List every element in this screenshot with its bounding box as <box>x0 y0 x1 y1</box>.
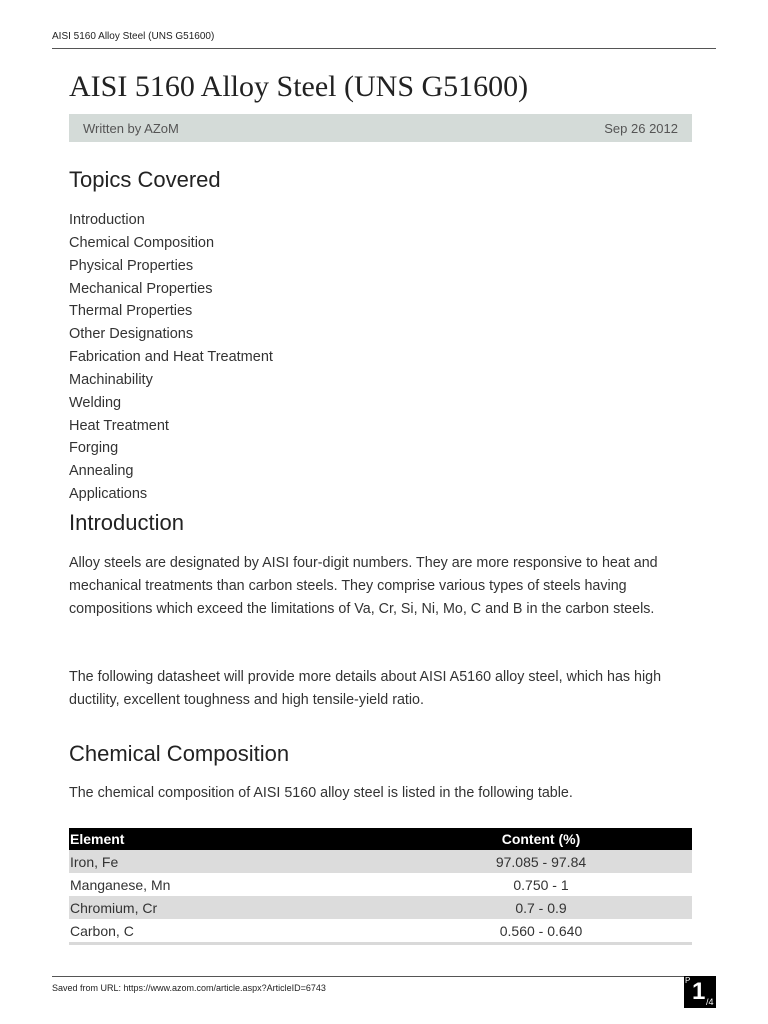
table-row <box>69 919 692 944</box>
topic-item[interactable]: Heat Treatment <box>69 417 169 434</box>
introduction-paragraph-2: The following datasheet will provide more details about AISI A5160 alloy steel, which has high ductility, excellent toughness and high tensile-yield ratio. <box>69 669 662 708</box>
element-cell: Manganese, Mn <box>70 876 171 893</box>
header-divider <box>52 48 716 49</box>
topic-item[interactable]: Physical Properties <box>69 257 194 274</box>
topic-item[interactable]: Forging <box>69 440 119 457</box>
introduction-paragraph-1: Alloy steels are designated by AISI four-digit numbers. They are more responsive to heat and mechanical treatments than carbon steels. They comprise various types of steels having compositions which exceed the limitations of Va, Cr, Si, Ni, Mo, C and B in the carbon steels. <box>69 555 658 617</box>
topic-item[interactable]: Welding <box>69 394 122 411</box>
content-cell: 0.7 - 0.9 <box>390 896 692 919</box>
element-cell: Carbon, C <box>70 922 134 939</box>
content-cell: 0.750 - 1 <box>513 876 569 893</box>
page-indicator <box>684 976 716 1008</box>
running-header: AISI 5160 Alloy Steel (UNS G51600) <box>52 31 215 42</box>
page-label: P <box>685 976 691 985</box>
saved-from-url: Saved from URL: https://www.azom.com/article.aspx?ArticleID=6743 <box>52 983 326 993</box>
page-total: /4 <box>706 997 714 1007</box>
footer-divider <box>52 976 684 977</box>
topics-list <box>69 209 273 506</box>
table-row <box>69 850 692 873</box>
topic-item[interactable]: Mechanical Properties <box>69 280 213 297</box>
composition-table <box>69 828 692 945</box>
content-cell: 97.085 - 97.84 <box>390 850 692 873</box>
content-cell: 0.560 - 0.640 <box>499 922 583 939</box>
page-number: 1 <box>692 978 706 1005</box>
table-row <box>69 873 692 896</box>
column-header-content: Content (%) <box>390 828 692 850</box>
topic-item[interactable]: Annealing <box>69 463 134 480</box>
topics-heading: Topics Covered <box>69 167 221 192</box>
page-title: AISI 5160 Alloy Steel (UNS G51600) <box>69 70 529 103</box>
topic-item[interactable]: Fabrication and Heat Treatment <box>69 349 273 366</box>
topic-item[interactable]: Chemical Composition <box>69 234 215 251</box>
element-cell: Iron, Fe <box>69 850 390 873</box>
table-header-row <box>69 828 692 850</box>
byline-bar <box>69 114 692 142</box>
introduction-heading: Introduction <box>69 510 184 535</box>
topic-item[interactable]: Thermal Properties <box>69 303 193 320</box>
column-header-element: Element <box>69 828 390 850</box>
publish-date: Sep 26 2012 <box>604 120 678 136</box>
topic-item[interactable]: Other Designations <box>69 326 194 343</box>
topic-item[interactable]: Applications <box>69 486 148 503</box>
table-row <box>69 896 692 919</box>
topic-item[interactable]: Machinability <box>69 371 153 388</box>
element-cell: Chromium, Cr <box>69 896 390 919</box>
author: Written by AZoM <box>83 120 179 136</box>
chemical-composition-heading: Chemical Composition <box>69 741 290 766</box>
topic-item[interactable]: Introduction <box>69 212 145 228</box>
chemical-composition-intro: The chemical composition of AISI 5160 alloy steel is listed in the following table. <box>69 785 573 801</box>
